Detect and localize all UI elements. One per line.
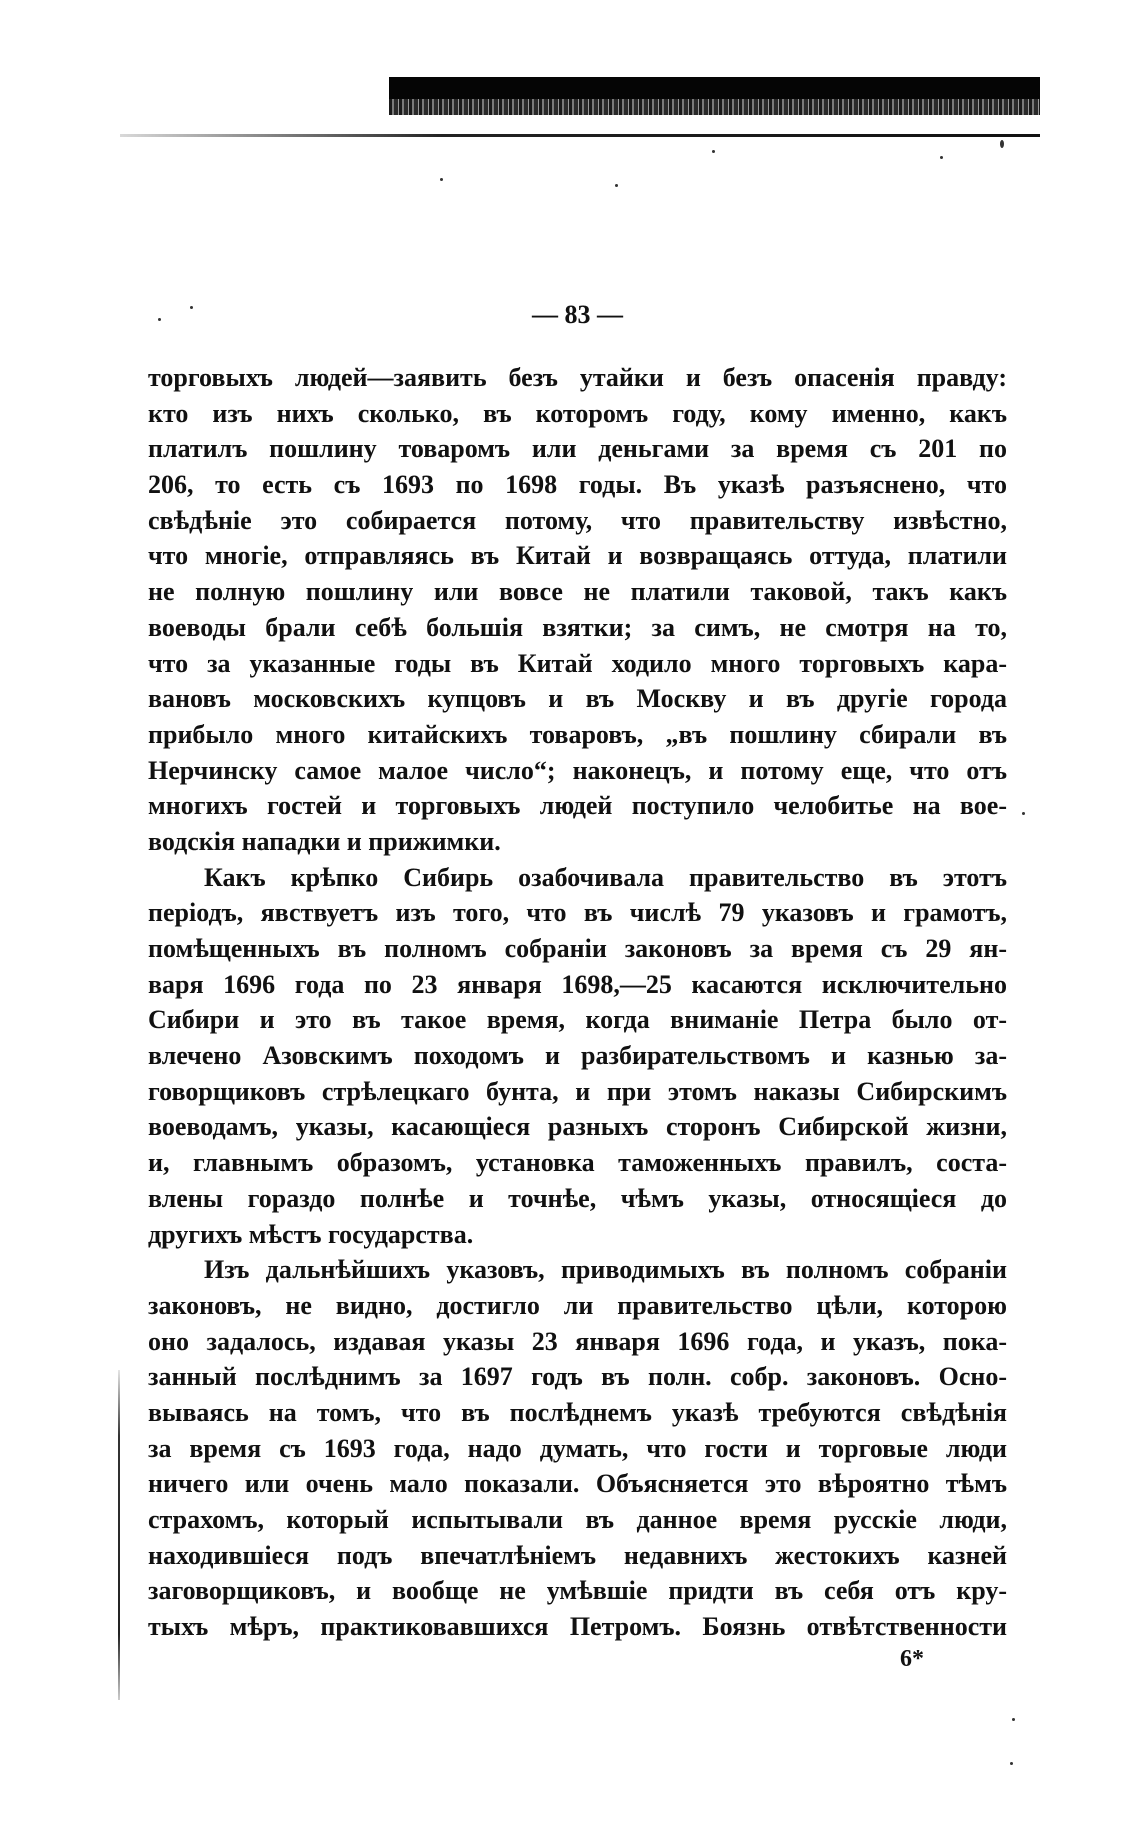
text-line: Сибири и это въ такое время, когда вниманіе Петра было от- [148, 1005, 1007, 1035]
speck [1010, 1762, 1013, 1765]
text-line: вываясь на томъ, что въ послѣднемъ указѣ требуются свѣдѣнія [148, 1397, 1007, 1427]
speck [440, 178, 443, 181]
text-line: тыхъ мѣръ, практиковавшихся Петромъ. Боязнь отвѣтственности [148, 1612, 1007, 1642]
paragraph [148, 360, 1007, 860]
text-line: Какъ крѣпко Сибирь озабочивала правительство въ этотъ [204, 862, 1007, 892]
signature-mark: 6* [900, 1646, 924, 1672]
text-line: Изъ дальнѣйшихъ указовъ, приводимыхъ въ полномъ собраніи [204, 1255, 1007, 1285]
text-line: воеводы брали себѣ большія взятки; за симъ, не смотря на то, [148, 612, 1007, 642]
text-line: ничего или очень мало показали. Объясняется это вѣроятно тѣмъ [148, 1469, 1007, 1499]
text-line: занный послѣднимъ за 1697 годъ въ полн. собр. законовъ. Осно- [148, 1362, 1007, 1392]
text-line: другихъ мѣстъ государства. [148, 1219, 474, 1249]
text-line: Нерчинску самое малое число“; наконецъ, и потому еще, что отъ [148, 755, 1007, 785]
speck [940, 156, 943, 159]
text-line: водскія нападки и прижимки. [148, 826, 501, 856]
text-line: вановъ московскихъ купцовъ и въ Москву и въ другіе города [148, 684, 1007, 714]
speck [615, 184, 618, 187]
speck [1000, 140, 1004, 148]
header-rule-band [389, 99, 1040, 115]
text-line: за время съ 1693 года, надо думать, что гости и торговые люди [148, 1433, 1007, 1463]
text-line: кто изъ нихъ сколько, въ которомъ году, кому именно, какъ [148, 398, 1007, 428]
text-line: 206, то есть съ 1693 по 1698 годы. Въ указѣ разъяснено, что [148, 470, 1007, 500]
text-line: говорщиковъ стрѣлецкаго бунта, и при этомъ наказы Сибирскимъ [148, 1076, 1007, 1106]
text-line: что за указанные годы въ Китай ходило много торговыхъ кара- [148, 648, 1007, 678]
text-line: прибыло много китайскихъ товаровъ, „въ пошлину сбирали въ [148, 719, 1007, 749]
text-line: не полную пошлину или вовсе не платили таковой, такъ какъ [148, 577, 1007, 607]
text-line: и, главнымъ образомъ, установка таможенныхъ правилъ, соста- [148, 1148, 1007, 1178]
page-number: — 83 — [532, 300, 623, 329]
text-line: страхомъ, который испытывали въ данное время русскіе люди, [148, 1505, 1007, 1534]
text-line: помѣщенныхъ въ полномъ собраніи законовъ за время съ 29 ян- [148, 934, 1007, 963]
text-line: законовъ, не видно, достигло ли правительство цѣли, которою [148, 1290, 1007, 1320]
speck [712, 150, 715, 153]
text-line: влечено Азовскимъ походомъ и разбирательствомъ и казнью за- [148, 1041, 1007, 1071]
text-line: платилъ пошлину товаромъ или деньгами за время съ 201 по [148, 434, 1007, 464]
text-line: что многіе, отправляясь въ Китай и возвращаясь оттуда, платили [148, 541, 1007, 571]
paragraph [148, 860, 1007, 1253]
text-line: многихъ гостей и торговыхъ людей поступило челобитье на вое- [148, 791, 1007, 821]
text-line: воеводамъ, указы, касающіеся разныхъ сторонъ Сибирской жизни, [148, 1112, 1007, 1142]
text-line: торговыхъ людей—заявить безъ утайки и безъ опасенія правду: [148, 363, 1007, 392]
text-line: періодъ, явствуетъ изъ того, что въ числѣ 79 указовъ и грамотъ, [148, 898, 1007, 928]
text-line: варя 1696 года по 23 января 1698,—25 касаются исключительно [148, 969, 1007, 999]
speck [1022, 812, 1025, 815]
header-rule-thin [120, 134, 1040, 137]
speck [1012, 1718, 1015, 1721]
text-line: заговорщиковъ, и вообще не умѣвшіе придти въ себя отъ кру- [148, 1576, 1007, 1606]
paragraph [148, 1252, 1007, 1645]
text-line: оно задалось, издавая указы 23 января 1696 года, и указъ, пока- [148, 1326, 1007, 1356]
text-line: свѣдѣніе это собирается потому, что правительству извѣстно, [148, 505, 1007, 535]
binding-edge [118, 1370, 120, 1700]
header-rule-thick [389, 77, 1040, 99]
body-text [148, 360, 1007, 1645]
text-line: влены гораздо полнѣе и точнѣе, чѣмъ указы, относящіеся до [148, 1183, 1007, 1213]
text-line: находившіеся подъ впечатлѣніемъ недавнихъ жестокихъ казней [148, 1540, 1007, 1570]
